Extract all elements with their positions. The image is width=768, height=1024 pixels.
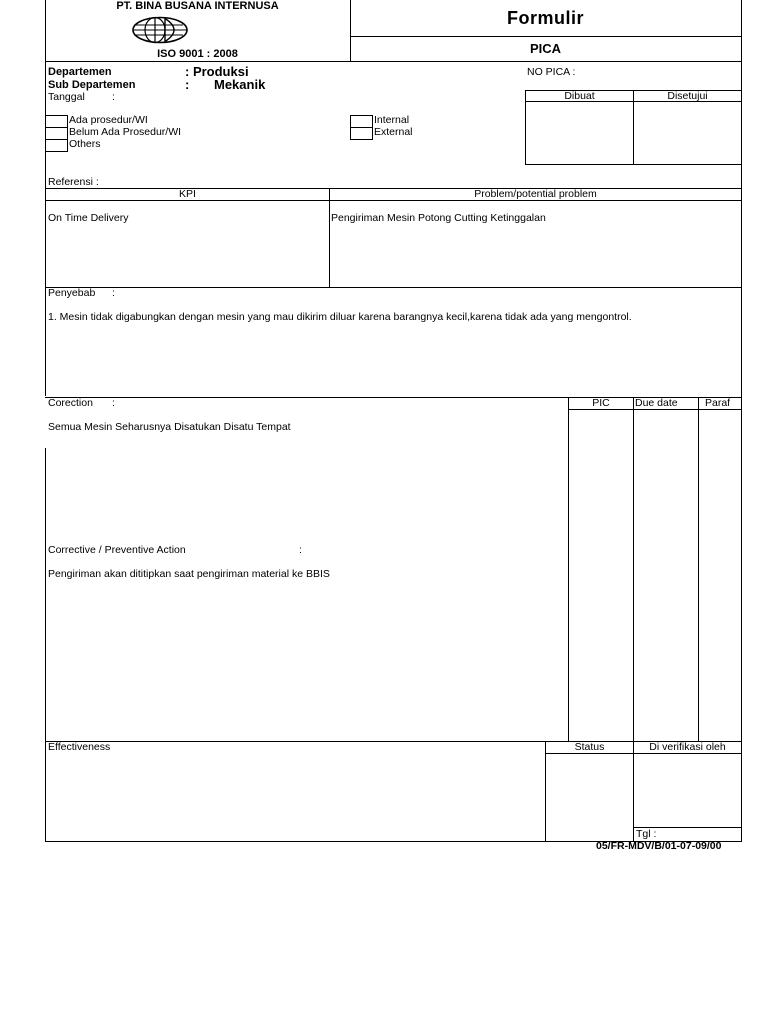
disetujui-label: Disetujui bbox=[667, 90, 708, 102]
others-label: Others bbox=[69, 138, 101, 150]
external-label: External bbox=[374, 126, 413, 138]
company-name: PT. BINA BUSANA INTERNUSA bbox=[116, 0, 279, 12]
penyebab-colon: : bbox=[112, 287, 115, 299]
pic-header: PIC bbox=[592, 397, 610, 409]
paraf-header: Paraf bbox=[705, 397, 731, 409]
sub-departemen-colon: : bbox=[185, 77, 190, 92]
verifikasi-header: Di verifikasi oleh bbox=[649, 741, 726, 753]
effectiveness-label: Effectiveness bbox=[48, 741, 111, 753]
dibuat-signature-box[interactable] bbox=[526, 102, 633, 164]
preventive-label: Corrective / Preventive Action bbox=[48, 544, 186, 556]
correction-label: Corection bbox=[48, 397, 93, 409]
problem-header: Problem/potential problem bbox=[474, 188, 597, 200]
document-code: 05/FR-MDV/B/01-07-09/00 bbox=[596, 840, 722, 852]
iso-label: ISO 9001 : 2008 bbox=[157, 48, 238, 60]
tanggal-colon: : bbox=[112, 91, 115, 103]
preventive-colon: : bbox=[299, 544, 302, 556]
no-pica-label: NO PICA : bbox=[527, 66, 576, 78]
correction-colon: : bbox=[112, 397, 115, 409]
sub-departemen-label: Sub Departemen bbox=[48, 79, 136, 91]
departemen-value: : Produksi bbox=[185, 64, 249, 79]
penyebab-label: Penyebab bbox=[48, 287, 96, 299]
form-title: Formulir bbox=[506, 8, 584, 28]
penyebab-value: 1. Mesin tidak digabungkan dengan mesin yang mau dikirim diluar karena barangnya kecil,karena tidak ada yang mengontrol. bbox=[48, 311, 632, 323]
sub-departemen-value: Mekanik bbox=[214, 77, 266, 92]
disetujui-signature-box[interactable] bbox=[634, 102, 741, 164]
company-logo bbox=[131, 16, 189, 44]
departemen-label: Departemen bbox=[48, 66, 112, 78]
checkbox-others[interactable] bbox=[45, 139, 68, 152]
preventive-value: Pengiriman akan dititipkan saat pengiriman material ke BBIS bbox=[48, 568, 330, 580]
tgl-label: Tgl : bbox=[636, 828, 657, 840]
tanggal-label: Tanggal bbox=[48, 91, 85, 103]
checkbox-external[interactable] bbox=[350, 127, 373, 140]
problem-value: Pengiriman Mesin Potong Cutting Ketinggalan bbox=[331, 212, 546, 224]
status-header: Status bbox=[574, 741, 605, 753]
due-date-header: Due date bbox=[635, 397, 678, 409]
ada-prosedur-label: Ada prosedur/WI bbox=[69, 114, 148, 126]
belum-ada-label: Belum Ada Prosedur/WI bbox=[69, 126, 182, 138]
kpi-header: KPI bbox=[179, 188, 196, 200]
correction-value: Semua Mesin Seharusnya Disatukan Disatu Tempat bbox=[48, 421, 291, 433]
kpi-value: On Time Delivery bbox=[48, 212, 129, 224]
internal-label: Internal bbox=[374, 114, 410, 126]
referensi-label: Referensi : bbox=[48, 176, 99, 188]
form-subtitle: PICA bbox=[529, 41, 562, 56]
dibuat-label: Dibuat bbox=[564, 90, 595, 102]
